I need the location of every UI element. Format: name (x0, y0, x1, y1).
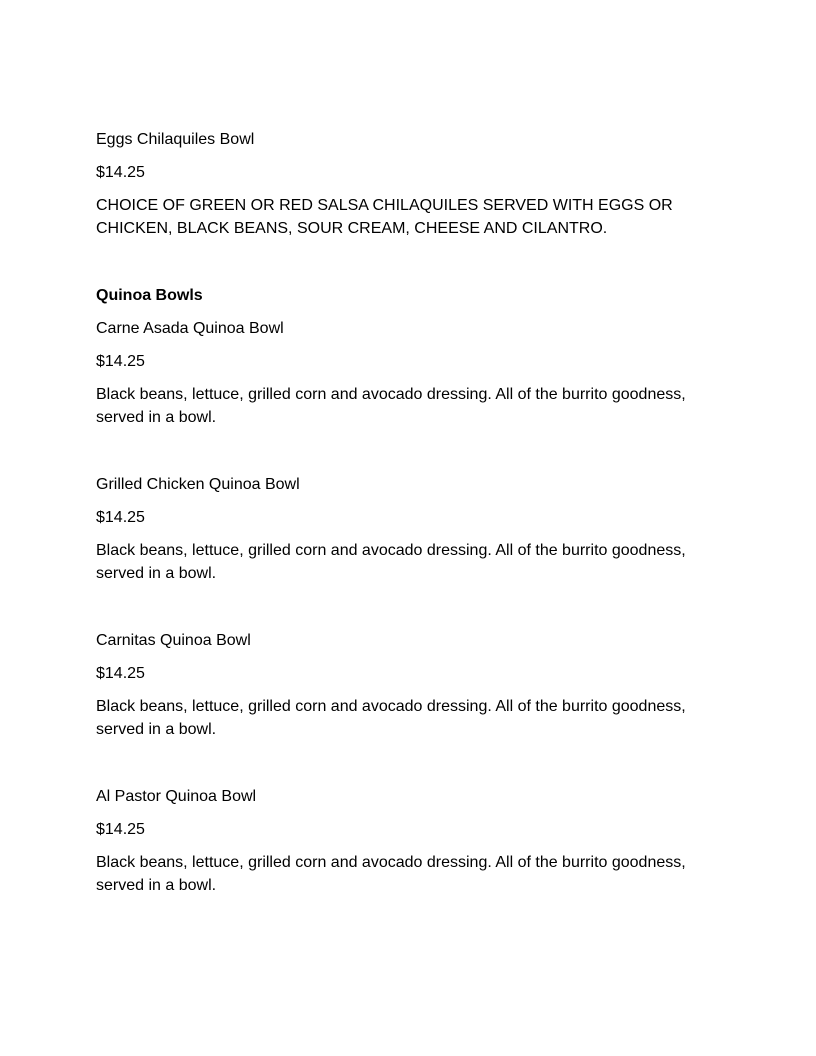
menu-item-name: Al Pastor Quinoa Bowl (96, 788, 257, 805)
menu-item-price: $14.25 (96, 164, 145, 181)
menu-item-name: Eggs Chilaquiles Bowl (96, 131, 255, 148)
quinoa-bowls-section (96, 284, 720, 897)
menu-item-name: Carne Asada Quinoa Bowl (96, 320, 284, 337)
menu-item-price: $14.25 (96, 821, 145, 838)
menu-item-description: Black beans, lettuce, grilled corn and avocado dressing. All of the burrito goodness, served in a bowl. (96, 854, 686, 894)
menu-item-description: Black beans, lettuce, grilled corn and avocado dressing. All of the burrito goodness, served in a bowl. (96, 386, 686, 426)
section-heading: Quinoa Bowls (96, 287, 203, 304)
menu-item-description: Black beans, lettuce, grilled corn and avocado dressing. All of the burrito goodness, served in a bowl. (96, 698, 686, 738)
menu-item-al-pastor-quinoa (96, 785, 720, 897)
menu-item-name: Carnitas Quinoa Bowl (96, 632, 251, 649)
menu-item-carne-asada-quinoa (96, 317, 720, 429)
menu-item-price: $14.25 (96, 665, 145, 682)
menu-item-carnitas-quinoa (96, 629, 720, 741)
document-page (96, 128, 720, 941)
menu-item-price: $14.25 (96, 509, 145, 526)
menu-item-name: Grilled Chicken Quinoa Bowl (96, 476, 300, 493)
menu-item-grilled-chicken-quinoa (96, 473, 720, 585)
menu-item-price: $14.25 (96, 353, 145, 370)
menu-item-eggs-chilaquiles (96, 128, 720, 240)
menu-item-description: Black beans, lettuce, grilled corn and avocado dressing. All of the burrito goodness, served in a bowl. (96, 542, 686, 582)
menu-item-description: CHOICE OF GREEN OR RED SALSA CHILAQUILES SERVED WITH EGGS OR CHICKEN, BLACK BEANS, SOUR CREAM, CHEESE AND CILANTRO. (96, 197, 673, 237)
